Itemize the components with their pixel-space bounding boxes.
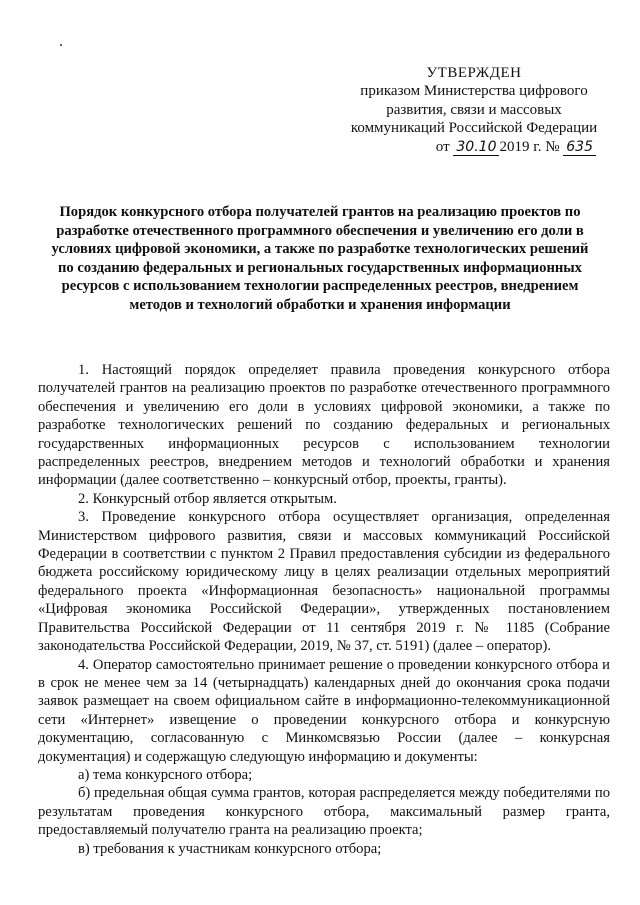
handwritten-number: 635 <box>563 140 596 156</box>
approval-line-2: развития, связи и массовых <box>386 101 562 118</box>
approval-line-3: коммуникаций Российской Федерации <box>350 120 598 137</box>
paragraph-1: 1. Настоящий порядок определяет правила проведения конкурсного отбора получателей грантов на реализацию проектов по разработке отечественного программного обеспечения и увеличению его доли в условиях цифровой экономики, а также по разработке технологических решений по созданию федеральных и региональных государственных информационных ресурсов с использованием технологии распределенных реестров, внедрением методов и технологий обработки и хранения информации (далее соответственно – конкурсный отбор, проекты, гранты). <box>38 362 610 489</box>
subitem-b: б) предельная общая сумма грантов, которая распределяется между победителями по результатам проведения конкурсного отбора, максимальный размер гранта, предоставляемый получателю гранта на реализацию проекта; <box>38 785 610 839</box>
approval-title: УТВЕРЖДЕН <box>426 65 522 81</box>
handwritten-date: 30.10 <box>453 140 499 156</box>
paragraph-3: 3. Проведение конкурсного отбора осуществляет организация, определенная Министерством цифрового развития, связи и массовых коммуникаций Российской Федерации в соответствии с пунктом 2 Правил предоставления субсидии из федерального бюджета российскому юридическому лицу в целях реализации отдельных мероприятий федерального проекта «Информационная безопасность» национальной программы «Цифровая экономика Российской Федерации», утвержденных постановлением Правительства Российской Федерации от 11 сентября 2019 г. № 1185 (Собрание законодательства Российской Федерации, 2019, № 37, ст. 5191) (далее – оператор). <box>38 509 610 655</box>
paragraph-4: 4. Оператор самостоятельно принимает решение о проведении конкурсного отбора и в срок не менее чем за 14 (четырнадцать) календарных дней до окончания срока подачи заявок размещает на своем официальном сайте в информационно-телекоммуникационной сети «Интернет» извещение о проведении конкурсного отбора и конкурсную документацию, согласованную с Минкомсвязью России (далее – конкурсная документация) и содержащую следующую информацию и документы: <box>38 656 610 765</box>
approval-line-1: приказом Министерства цифрового <box>360 83 588 100</box>
subitem-a: а) тема конкурсного отбора; <box>78 766 253 783</box>
approval-block <box>340 64 608 156</box>
paragraph-2: 2. Конкурсный отбор является открытым. <box>78 490 337 507</box>
date-prefix: от <box>435 138 450 155</box>
approval-date-line <box>340 138 608 156</box>
date-suffix: 2019 г. № <box>499 138 560 155</box>
subitem-c: в) требования к участникам конкурсного отбора; <box>78 840 382 857</box>
document-title: Порядок конкурсного отбора получателей грантов на реализацию проектов по разработке отечественного программного обеспечения и увеличению его доли в условиях цифровой экономики, а также по разработке технологических решений по созданию федеральных и региональных государственных информационных ресурсов с использованием технологии распределенных реестров, внедрением методов и технологий обработки и хранения информации <box>51 204 589 313</box>
document-body <box>38 361 610 858</box>
scan-speck <box>60 44 62 46</box>
